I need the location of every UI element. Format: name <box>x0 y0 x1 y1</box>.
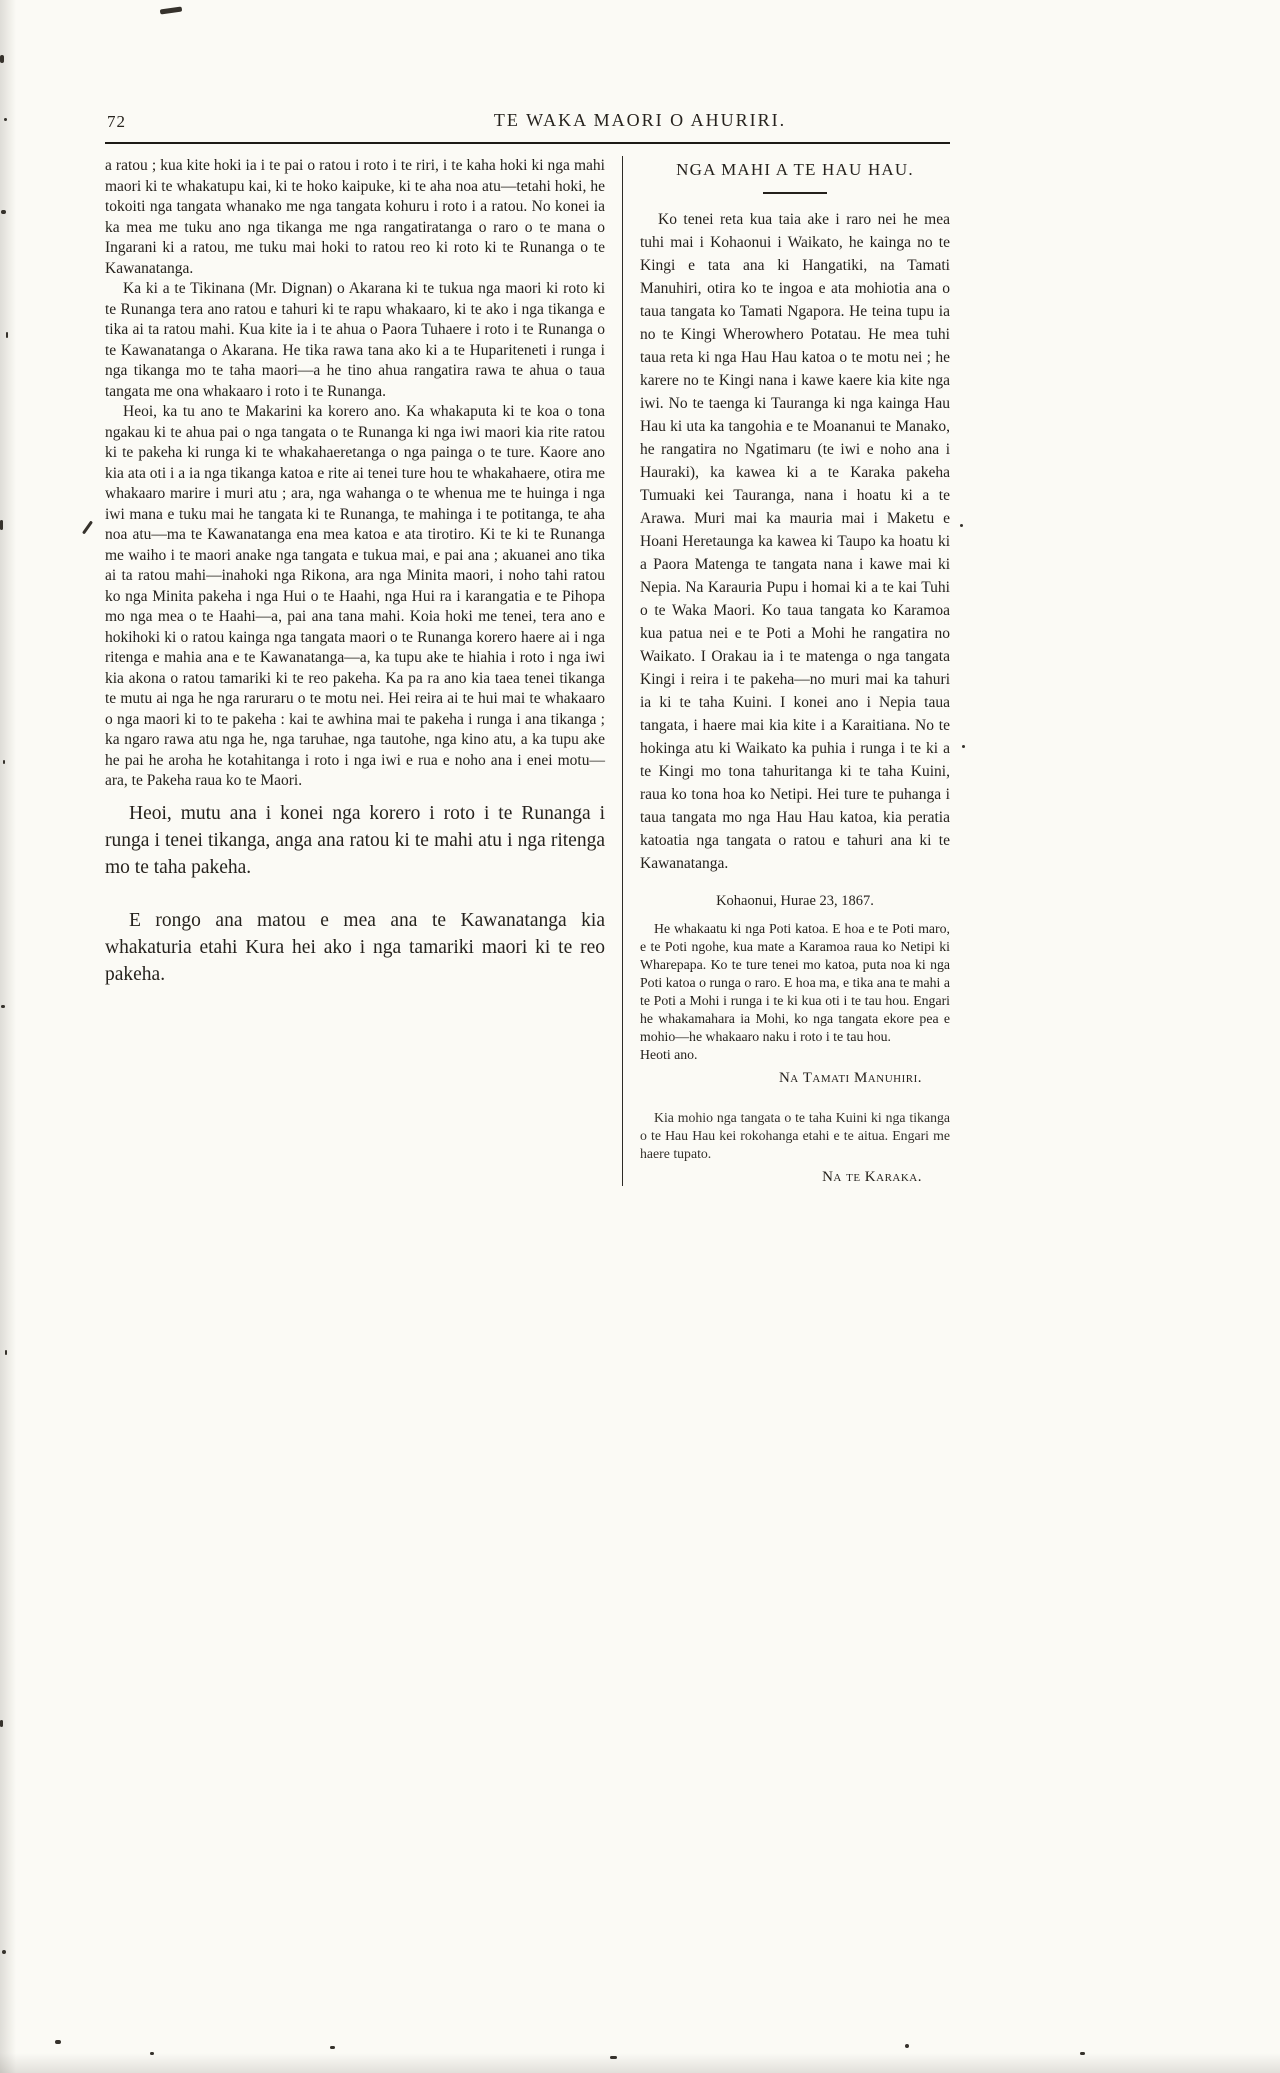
scan-speck <box>1 210 6 214</box>
letter-dateline: Kohaonui, Hurae 23, 1867. <box>716 893 874 909</box>
left-column <box>105 156 605 1186</box>
letter-closing-line: Heoti ano. <box>640 1047 698 1062</box>
scan-speck <box>0 520 3 530</box>
scan-speck <box>1 1005 5 1008</box>
body-paragraph: Ka ki a te Tikinana (Mr. Dignan) o Akarana ki te tukua nga maori ki roto ki te Runanga tera ano ratou e tahuri ki te rapu whakaaro, ki te ako i nga tikanga e tika ai ta ratou mahi. Kua kite ia i te ahua o Paora Tuhaere i roto i te Runanga o te Kawanatanga o Akarana. He tika rawa tana ako ki a te Hupariteneti i runga i nga tikanga mo te taha maori—a he tino ahua rangatira rawa te ahua o taua tangata me ona whakaaro i roto i te Runanga. <box>105 280 605 400</box>
scan-speck <box>960 524 963 527</box>
scan-speck <box>150 2052 154 2055</box>
letter-signature: Na Tamati Manuhiri. <box>778 1070 922 1086</box>
scan-speck <box>4 118 7 121</box>
scan-speck <box>610 2056 617 2059</box>
scan-speck <box>82 520 93 534</box>
scan-speck <box>905 2044 909 2048</box>
article-heading: NGA MAHI A TE HAU HAU. <box>676 160 914 179</box>
closing-paragraph: Heoi, mutu ana i konei nga korero i roto i te Runanga i runga i tenei tikanga, anga ana ratou ki te mahi atu i nga ritenga mo te taha pakeha. <box>105 802 605 878</box>
right-column <box>640 156 950 1186</box>
page-content <box>105 142 950 1186</box>
scan-speck <box>0 1720 3 1727</box>
scan-speck <box>330 2046 335 2049</box>
heading-rule <box>763 192 827 194</box>
columns <box>105 156 950 1186</box>
scan-edge-shading-left <box>0 0 16 2073</box>
column-divider-rule <box>622 156 623 1186</box>
scan-speck <box>160 6 182 14</box>
scan-speck <box>55 2040 61 2044</box>
scan-speck <box>962 745 965 748</box>
body-paragraph: Heoi, ka tu ano te Makarini ka korero ano. Ka whakaputa ki te koa o tona ngakau ki te ahua pai o nga tangata o te Runanga ki nga iwi maori kia rite ratou ki te pakeha ki runga ki te whakahaeretanga o nga painga o te ture. Kaore ano kia ata oti i a ia nga tikanga katoa e rite ai tenei ture hou te whakahaere, otira me whakaaro marire i muri atu ; ara, nga wahanga o te whenua me te huinga i nga iwi mana e tuku mai he tangata ki te Runanga, te mahinga i te potitanga, te aha noa atu—ma te Kawanatanga ena mea katoa e ata tirotiro. Ki te ki te Runanga me waiho i te maori anake nga tangata e tukua mai, e pai ana ; akuanei ano tika ai ta ratou mahi—inahoki nga Rikona, ara nga Minita maori, i noho tahi ratou ko nga Minita pakeha i nga Hui o te Haahi, nga Hui ra i karangatia e te Pihopa mo nga mea o te Haahi—a, pai ana tana mahi. Koia hoki me tenei, tera ano e hokihoki ki o ratou kainga nga tangata maori o te Runanga korero haere ai i nga ritenga e mahia ana e te Kawanatanga—a, ka tupu ake te hiahia i roto i nga iwi kia akona o ratou tamariki ki te reo pakeha. Ka pa ra ano kia taea tenei tikanga te mutu ai nga he nga raruraru o te motu nei. Hei reira ai te hui mai te whakaaro o nga maori ki to te pakeha : kai te awhina mai te pakeha i runga i ana tikanga ; ka ngaro rawa atu nga he, nga taruhae, nga tautohe, nga kino atu, a ka tupu ake he pai he aroha he kotahitanga i roto i nga iwi e rua e noho ana i enei motu—ara, te Pakeha raua ko te Maori. <box>105 403 605 789</box>
article-body-paragraph: Ko tenei reta kua taia ake i raro nei he mea tuhi mai i Kohaonui i Waikato, he kainga no te Kingi e tata ana ki Hangatiki, na Tamati Manuhiri, otira ko te ingoa e ata mohiotia ana o taua tangata ko Tamati Ngapora. He teina tupu ia no te Kingi Wherowhero Potatau. He mea tuhi taua reta ki nga Hau Hau katoa o te motu nei ; he karere no te Kingi nana i kawe kaere kia kite nga iwi. No te taenga ki Tauranga ki nga kainga Hau Hau ki uta ka tangohia e te Moananui te Manako, he rangatira no Ngatimaru (te iwi e noho ana i Hauraki), ka kawea ki a te Karaka pakeha Tumuaki kei Tauranga, nana i hoatu ki a te Arawa. Muri mai ka mauria mai i Maketu e Hoani Heretaunga ka kawea ki Taupo ka hoatu ki a Paora Matenga te tangata nana i kawe mai ki Nepia. Na Karauria Pupu i homai ki a te kai Tuhi o te Waka Maori. Ko taua tangata ko Karamoa kua patua nei e te Poti a Mohi he rangatira no Waikato. I Orakau ia i te matenga o nga tangata Kingi i reira i te pakeha—no muri mai ka tahuri ia ki te taha Kuini. I konei ano i Nepia taua tangata, i haere mai kia kite i a Karaitiana. No te hokinga atu ki Waikato ka puhia i runga i te ki a te Kingi mo tona tahuritanga ki te taha Kuini, raua ko tona hoa ko Netipi. Hei ture te puhanga i taua tangata mo nga Hau Hau katoa, kia peratia katoatia nga tangata o ratou e tahuri ana ki te Kawanatanga. <box>640 211 950 872</box>
body-paragraph: a ratou ; kua kite hoki ia i te pai o ratou i roto i te riri, i te kaha hoki ki nga mahi maori ki te whakatupu kai, ki te hoko kaipuke, ki te aha noa atu—tetahi hoki, he tokoiti nga tangata whanako me nga tangata kohuru i roto i a ratou. No konei ia ka mea me tuku ano nga tikanga me nga rangatiratanga o raro o te mana o Ingarani ki a ratou, me tuku mai hoki to ratou reo ki roto ki te Runanga o te Kawanatanga. <box>105 157 605 277</box>
scan-speck <box>6 332 8 338</box>
scan-speck <box>1080 2052 1085 2055</box>
scan-edge-shading-bottom <box>0 2053 1280 2073</box>
scan-speck <box>3 760 5 764</box>
masthead-title: TE WAKA MAORI O AHURIRI. <box>493 110 787 130</box>
postscript-paragraph: Kia mohio nga tangata o te taha Kuini ki nga tikanga o te Hau Hau kei rokohanga etahi e te aitua. Engari me haere tupato. <box>640 1110 950 1161</box>
scan-speck <box>2 1950 6 1954</box>
scan-speck <box>0 55 4 63</box>
letter-paragraph: He whakaatu ki nga Poti katoa. E hoa e te Poti maro, e te Poti ngohe, kua mate a Karamoa raua ko Netipi ki Wharepapa. Ko te ture tenei mo katoa, puta noa ki nga Poti katoa o runga o raro. E hoa ma, e tika ana te mahi a te Poti a Mohi i runga i te ki kua oti i te tau hou. Engari he whakamahara ia Mohi, ko nga tangata ekore pea e mohio—he whakaaro naku i roto i te tau hou. <box>640 921 950 1044</box>
scan-speck <box>5 1350 7 1355</box>
postscript-signature: Na te Karaka. <box>822 1169 922 1185</box>
closing-paragraph: E rongo ana matou e mea ana te Kawanatanga kia whakaturia etahi Kura hei ako i nga tamariki maori ki te reo pakeha. <box>105 909 605 985</box>
header-rule <box>105 142 950 144</box>
page-number: 72 <box>107 112 126 131</box>
